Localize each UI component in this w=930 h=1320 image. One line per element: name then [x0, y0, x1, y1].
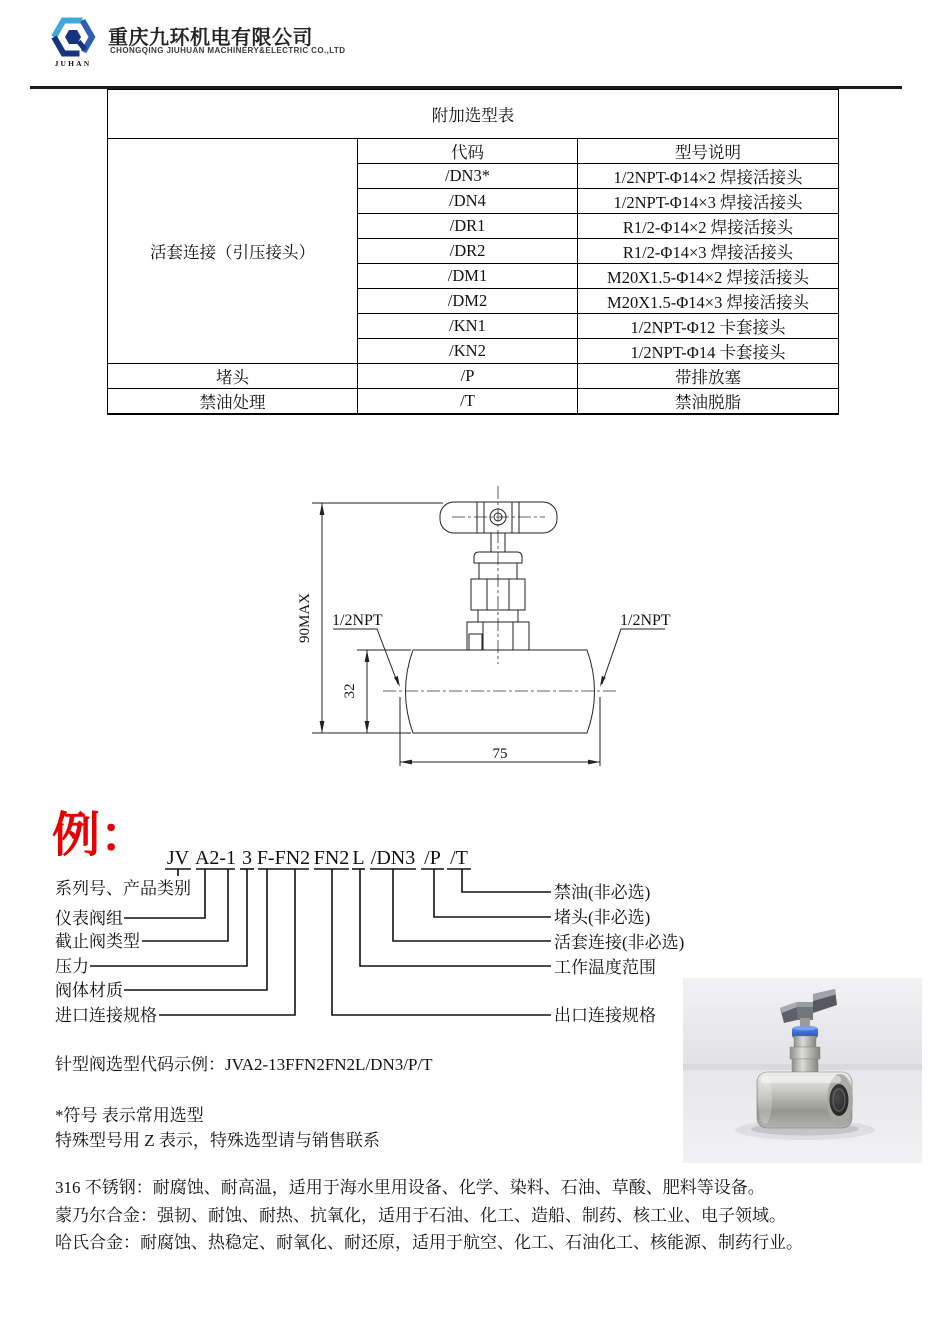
table-row-oilfree	[108, 389, 839, 415]
desc-cell: 带排放塞	[578, 364, 839, 389]
left-labels	[55, 879, 191, 1025]
code-segment: 3	[242, 847, 252, 869]
company-logo	[50, 16, 96, 72]
code-segment: /DN3	[370, 847, 416, 869]
code-segment: /P	[424, 847, 441, 869]
example-label: 例：	[52, 809, 149, 862]
desc-cell: 1/2NPT-Φ14×3 焊接活接头	[578, 189, 839, 214]
selection-table	[107, 89, 839, 415]
code-cell: /DN4	[358, 189, 578, 214]
row-label-cell: 禁油处理	[108, 389, 358, 415]
logo-wordmark: JUHAN	[54, 59, 92, 68]
example-left-label: 截止阀类型	[55, 932, 140, 951]
desc-cell: M20X1.5-Φ14×2 焊接活接头	[578, 264, 839, 289]
desc-cell: R1/2-Φ14×2 焊接活接头	[578, 214, 839, 239]
company-name-cn: 重庆九环机电有限公司	[108, 27, 313, 49]
desc-cell: 禁油脱脂	[578, 389, 839, 415]
code-cell: /T	[358, 389, 578, 415]
example-right-label: 出口连接规格	[554, 1006, 656, 1025]
example-left-label: 压力	[55, 957, 89, 976]
code-segment: /T	[450, 847, 468, 869]
table-title: 附加选型表	[108, 90, 839, 139]
product-photo	[683, 978, 922, 1163]
desc-cell: M20X1.5-Φ14×3 焊接活接头	[578, 289, 839, 314]
company-name-en: CHONGQING JIUHUAN MACHINERY&ELECTRIC CO.,LTD	[110, 46, 346, 55]
note-star: *符号 表示常用选型	[55, 1106, 204, 1125]
code-segments	[167, 847, 468, 869]
valve-handle	[440, 502, 557, 533]
note-special: 特殊型号用 Z 表示，特殊选型请与销售联系	[55, 1131, 380, 1150]
port-right-label: 1/2NPT	[620, 612, 671, 629]
dim-32	[357, 650, 411, 733]
code-segment: JV	[166, 847, 190, 869]
code-segment: F-FN2	[256, 847, 311, 869]
desc-cell: R1/2-Φ14×3 焊接活接头	[578, 239, 839, 264]
col-header-code: 代码	[358, 139, 578, 164]
desc-cell: 1/2NPT-Φ12 卡套接头	[578, 314, 839, 339]
example-right-label: 工作温度范围	[554, 958, 656, 977]
code-segment: A2-1	[194, 847, 237, 869]
code-cell: /P	[358, 364, 578, 389]
code-cell: /DM1	[358, 264, 578, 289]
table-header-row	[108, 139, 839, 164]
code-cell: /KN2	[358, 339, 578, 364]
group-label-cell: 活套连接（引压接头）	[108, 139, 358, 364]
code-segment: FN2	[313, 847, 350, 869]
valve-technical-drawing	[290, 480, 705, 790]
materials-block	[55, 1174, 905, 1257]
example-left-label: 仪表阀组	[55, 909, 123, 928]
code-segment: L	[352, 847, 365, 869]
material-line: 316 不锈钢：耐腐蚀、耐高温，适用于海水里用设备、化学、染料、石油、草酸、肥料等设备。	[55, 1178, 765, 1197]
example-right-label: 活套连接(非必选)	[554, 933, 685, 952]
col-header-desc: 型号说明	[578, 139, 839, 164]
code-cell: /KN1	[358, 314, 578, 339]
note-example-code: 针型阀选型代码示例：JVA2-13FFN2FN2L/DN3/P/T	[55, 1055, 433, 1074]
material-line: 哈氏合金：耐腐蚀、热稳定、耐氧化、耐还原，适用于航空、化工、石油化工、核能源、制药行业。	[55, 1233, 803, 1252]
code-cell: /DN3*	[358, 164, 578, 189]
desc-cell: 1/2NPT-Φ14 卡套接头	[578, 339, 839, 364]
code-cell: /DM2	[358, 289, 578, 314]
dim-90max-label: 90MAX	[297, 592, 313, 644]
dim-75-label: 75	[492, 746, 508, 762]
example-right-label: 堵头(非必选)	[554, 908, 651, 927]
row-label-cell: 堵头	[108, 364, 358, 389]
leader-right	[602, 629, 665, 684]
leader-left	[333, 629, 398, 684]
example-right-label: 禁油(非必选)	[554, 883, 651, 902]
code-cell: /DR2	[358, 239, 578, 264]
example-left-label: 进口连接规格	[55, 1006, 157, 1025]
example-left-label: 系列号、产品类别	[55, 879, 191, 898]
selection-table-wrap	[107, 89, 839, 415]
photo-bonnet-hex	[790, 1047, 820, 1059]
centerlines	[383, 486, 617, 691]
table-row-plug	[108, 364, 839, 389]
right-labels	[554, 883, 684, 1025]
model-code-diagram	[40, 838, 730, 1033]
code-cell: /DR1	[358, 214, 578, 239]
port-left-label: 1/2NPT	[332, 612, 383, 629]
example-left-label: 阀体材质	[55, 981, 123, 1000]
desc-cell: 1/2NPT-Φ14×2 焊接活接头	[578, 164, 839, 189]
material-line: 蒙乃尔合金：强韧、耐蚀、耐热、抗氧化，适用于石油、化工、造船、制药、核工业、电子领域。	[55, 1205, 786, 1225]
valve-body	[406, 650, 595, 733]
dim-32-label: 32	[342, 683, 358, 699]
